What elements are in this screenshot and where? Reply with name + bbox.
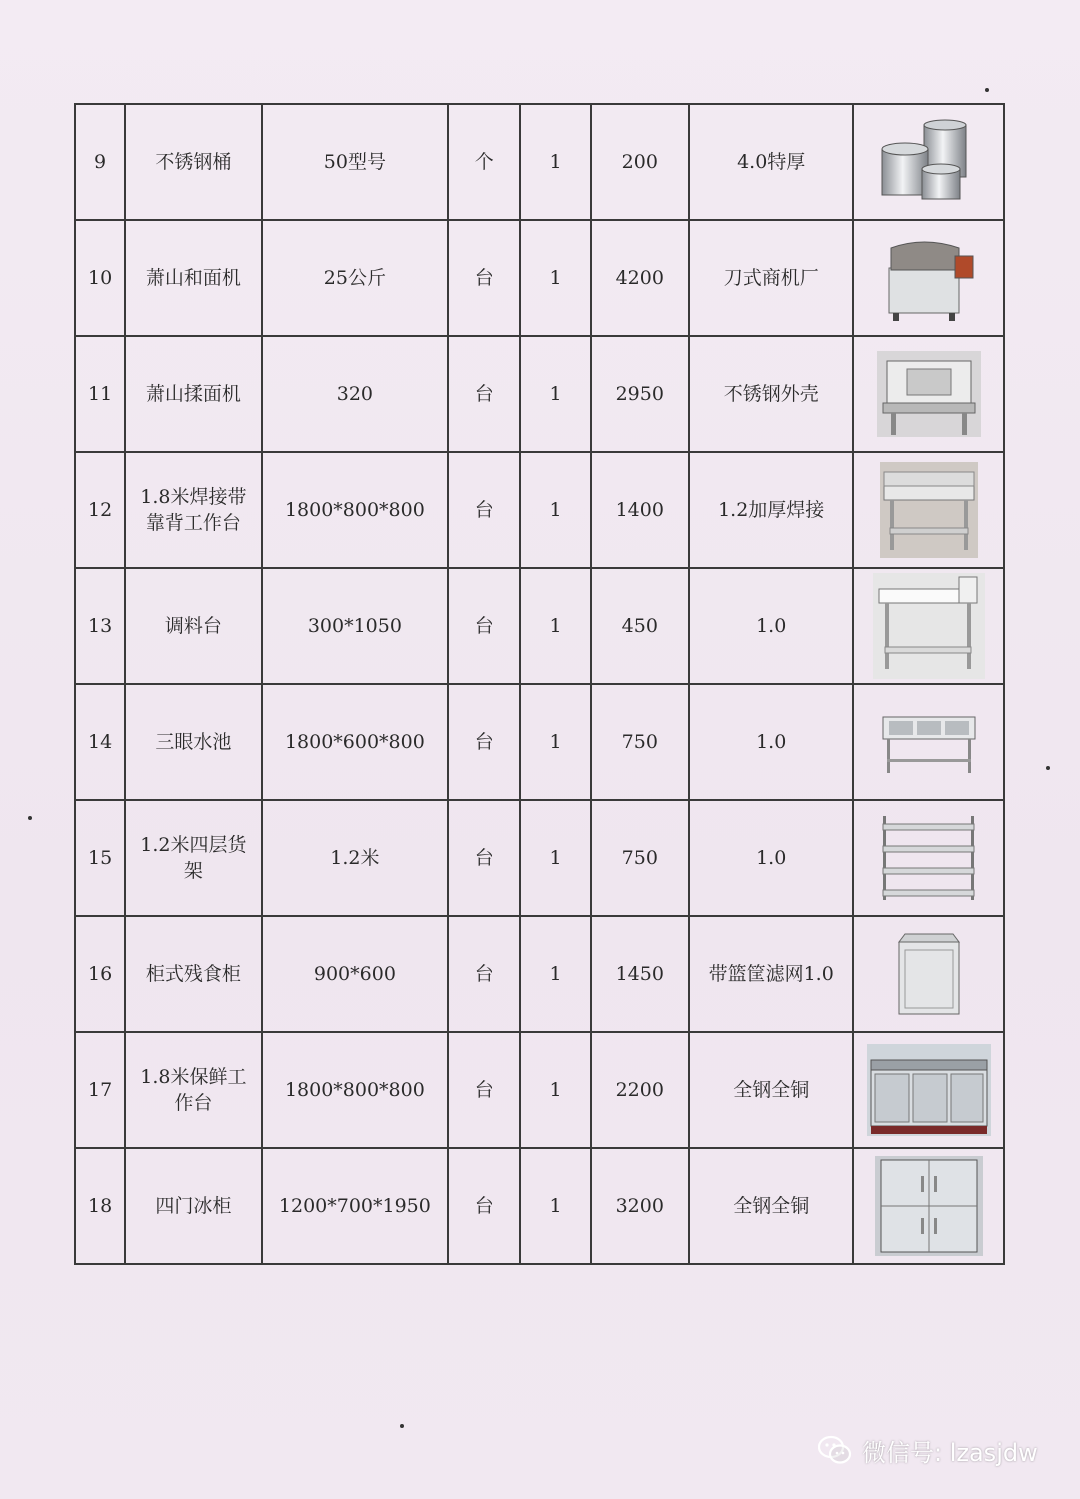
item-quantity: 1 [520,800,590,916]
item-quantity: 1 [520,1032,590,1148]
table-row [75,336,1004,452]
item-price: 1400 [591,452,689,568]
item-price: 1450 [591,916,689,1032]
workbench-backsplash-icon [853,452,1004,568]
item-remark: 刀式商机厂 [689,220,854,336]
row-number: 13 [75,568,125,684]
item-unit: 台 [448,568,520,684]
item-spec: 320 [262,336,449,452]
item-name: 调料台 [125,568,261,684]
item-unit: 台 [448,684,520,800]
item-unit: 台 [448,916,520,1032]
item-unit: 个 [448,104,520,220]
triple-sink-icon [853,684,1004,800]
stockpot-icon [853,104,1004,220]
table-row [75,800,1004,916]
waste-cabinet-icon [853,916,1004,1032]
item-price: 3200 [591,1148,689,1264]
item-quantity: 1 [520,568,590,684]
item-name: 四门冰柜 [125,1148,261,1264]
scan-speck [985,88,989,92]
item-remark: 全钢全铜 [689,1032,854,1148]
table-row [75,684,1004,800]
scan-speck [400,1424,404,1428]
item-price: 750 [591,800,689,916]
row-number: 9 [75,104,125,220]
dough-mixer-icon [853,220,1004,336]
item-quantity: 1 [520,1148,590,1264]
four-tier-shelf-icon [853,800,1004,916]
scan-speck [1046,766,1050,770]
equipment-table [74,103,1005,1265]
item-remark: 不锈钢外壳 [689,336,854,452]
scan-speck [28,816,32,820]
item-name: 三眼水池 [125,684,261,800]
item-name: 1.8米保鲜工作台 [125,1032,261,1148]
table-row [75,220,1004,336]
item-unit: 台 [448,336,520,452]
item-remark: 带篮筐滤网1.0 [689,916,854,1032]
item-unit: 台 [448,800,520,916]
table-row [75,1032,1004,1148]
item-price: 450 [591,568,689,684]
watermark-text: 微信号: lzasjdw [862,1438,1038,1467]
item-remark: 全钢全铜 [689,1148,854,1264]
row-number: 14 [75,684,125,800]
item-name: 1.2米四层货架 [125,800,261,916]
item-name: 柜式残食柜 [125,916,261,1032]
row-number: 17 [75,1032,125,1148]
item-name: 萧山和面机 [125,220,261,336]
four-door-freezer-icon [853,1148,1004,1264]
item-remark: 1.0 [689,684,854,800]
item-unit: 台 [448,1032,520,1148]
item-unit: 台 [448,1148,520,1264]
item-spec: 1200*700*1950 [262,1148,449,1264]
item-spec: 1800*600*800 [262,684,449,800]
item-remark: 1.0 [689,800,854,916]
item-spec: 300*1050 [262,568,449,684]
item-name: 萧山揉面机 [125,336,261,452]
item-remark: 1.2加厚焊接 [689,452,854,568]
item-unit: 台 [448,452,520,568]
item-remark: 1.0 [689,568,854,684]
dough-kneader-icon [853,336,1004,452]
refrigerated-workbench-icon [853,1032,1004,1148]
item-spec: 25公斤 [262,220,449,336]
item-spec: 1800*800*800 [262,1032,449,1148]
item-quantity: 1 [520,684,590,800]
item-quantity: 1 [520,916,590,1032]
item-spec: 1800*800*800 [262,452,449,568]
item-spec: 900*600 [262,916,449,1032]
table-row [75,1148,1004,1264]
item-price: 750 [591,684,689,800]
item-price: 200 [591,104,689,220]
table-row [75,452,1004,568]
wechat-watermark [818,1430,1038,1470]
row-number: 10 [75,220,125,336]
item-quantity: 1 [520,336,590,452]
wechat-icon [818,1435,852,1465]
table-row [75,104,1004,220]
item-name: 不锈钢桶 [125,104,261,220]
table-row [75,568,1004,684]
seasoning-table-icon [853,568,1004,684]
item-unit: 台 [448,220,520,336]
item-spec: 50型号 [262,104,449,220]
table-row [75,916,1004,1032]
row-number: 12 [75,452,125,568]
row-number: 11 [75,336,125,452]
item-quantity: 1 [520,104,590,220]
item-quantity: 1 [520,220,590,336]
item-quantity: 1 [520,452,590,568]
item-price: 2950 [591,336,689,452]
item-price: 2200 [591,1032,689,1148]
item-remark: 4.0特厚 [689,104,854,220]
item-name: 1.8米焊接带靠背工作台 [125,452,261,568]
item-price: 4200 [591,220,689,336]
row-number: 15 [75,800,125,916]
row-number: 16 [75,916,125,1032]
item-spec: 1.2米 [262,800,449,916]
row-number: 18 [75,1148,125,1264]
